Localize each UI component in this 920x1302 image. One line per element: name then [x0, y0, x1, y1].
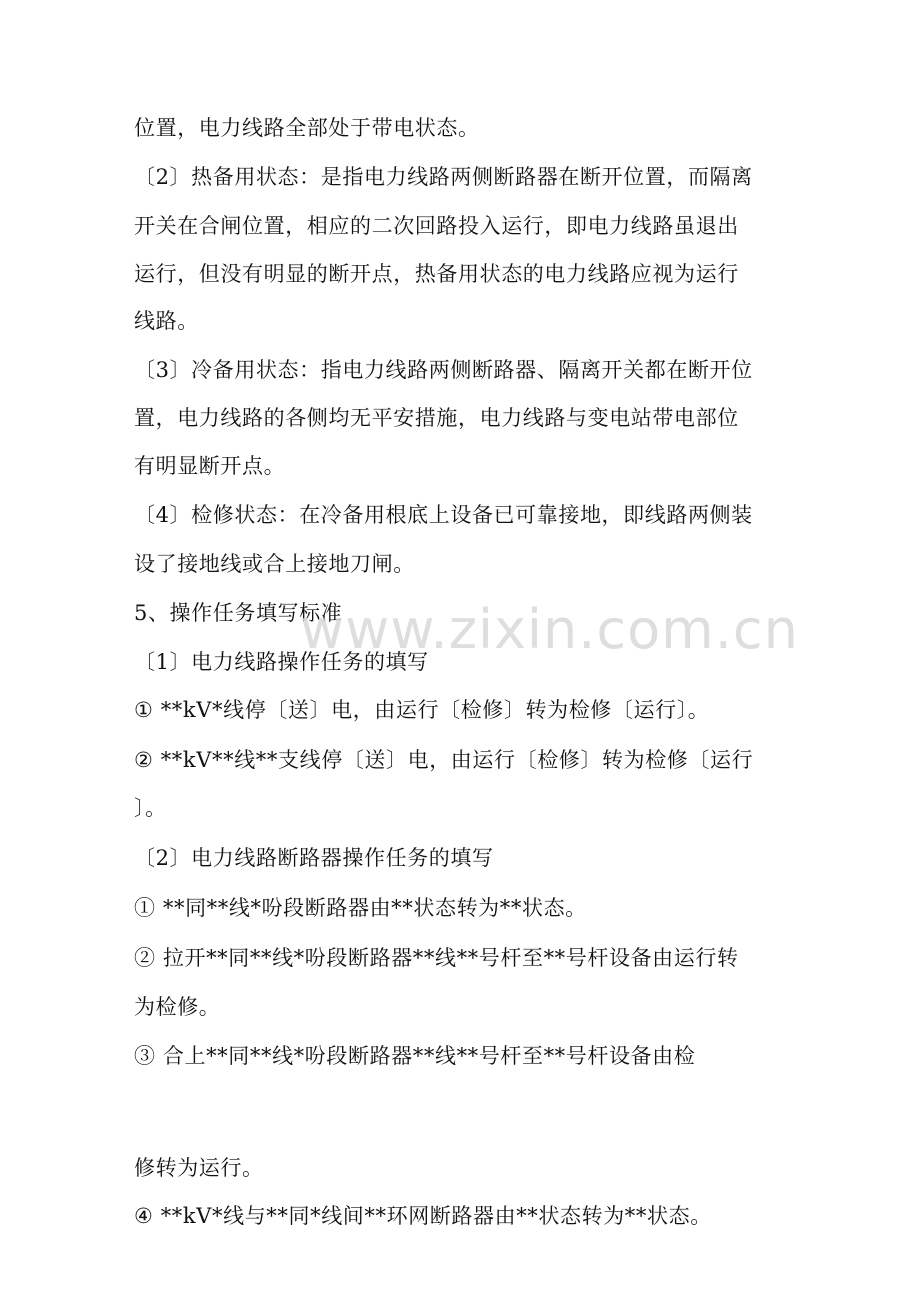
- text-line: 〔4〕检修状态：在冷备用根底上设备已可靠接地，即线路两侧装: [134, 503, 753, 527]
- text-line: 〕。: [134, 796, 167, 820]
- section-heading: 5、操作任务填写标准: [134, 601, 343, 625]
- text-line: ④ **kV*线与**同*线间**环网断路器由**状态转为**状态。: [134, 1204, 712, 1228]
- text-line: 〔3〕冷备用状态：指电力线路两侧断路器、隔离开关都在断开位: [134, 358, 753, 382]
- text-line: 开关在合闸位置，相应的二次回路投入运行，即电力线路虽退出: [134, 214, 739, 238]
- text-line: 〔2〕热备用状态：是指电力线路两侧断路器在断开位置，而隔离: [134, 165, 753, 189]
- subsection-heading: 〔1〕电力线路操作任务的填写: [134, 650, 429, 674]
- watermark: www.zixin.com.cn: [300, 598, 799, 661]
- text-line: 运行，但没有明显的断开点，热备用状态的电力线路应视为运行: [134, 262, 739, 286]
- text-line: ③ 合上**同**线*吩段断路器**线**号杆至**号杆设备由检: [134, 1044, 696, 1068]
- text-line: 设了接地线或合上接地刀闸。: [134, 552, 415, 576]
- text-line: 修转为运行。: [134, 1156, 264, 1180]
- text-line: ② 拉开**同**线*吩段断路器**线**号杆至**号杆设备由运行转: [134, 946, 739, 970]
- text-line: ① **kV*线停〔送〕电，由运行〔检修〕转为检修〔运行〕。: [134, 698, 710, 722]
- subsection-heading: 〔2〕电力线路断路器操作任务的填写: [134, 846, 494, 870]
- text-line: 有明显断开点。: [134, 454, 286, 478]
- text-line: ② **kV**线**支线停〔送〕电，由运行〔检修〕转为检修〔运行: [134, 748, 754, 772]
- text-line: ① **同**线*吩段断路器由**状态转为**状态。: [134, 896, 587, 920]
- text-line: 位置，电力线路全部处于带电状态。: [134, 116, 480, 140]
- text-line: 置，电力线路的各侧均无平安措施，电力线路与变电站带电部位: [134, 406, 739, 430]
- text-line: 为检修。: [134, 995, 221, 1019]
- text-line: 线路。: [134, 309, 199, 333]
